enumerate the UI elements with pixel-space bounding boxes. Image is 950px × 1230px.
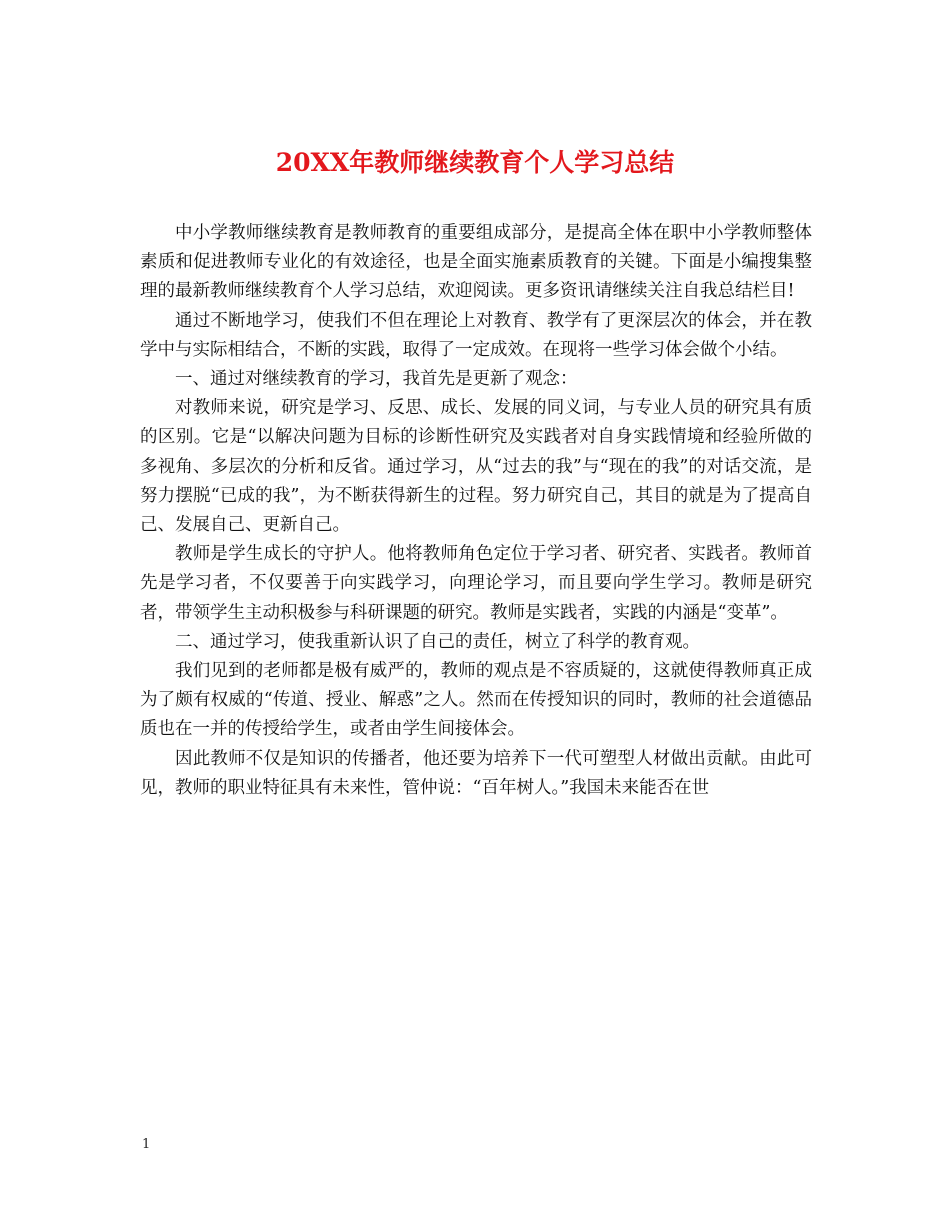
paragraph-future: 因此教师不仅是知识的传播者，他还要为培养下一代可塑型人材做出贡献。由此可见，教师的职业特征具有未来性，管仲说：“百年树人。”我国未来能否在世 — [140, 748, 812, 798]
document-body — [140, 219, 812, 803]
paragraph-research: 对教师来说，研究是学习、反思、成长、发展的同义词，与专业人员的研究具有质的区别。它是“以解决问题为目标的诊断性研究及实践者对自身实践情境和经验所做的多视角、多层次的分析和反省。通过学习，从“过去的我”与“现在的我”的对话交流，是努力摆脱“已成的我”，为不断获得新生的过程。努力研究自己，其目的就是为了提高自己、发展自己、更新自己。 — [140, 398, 812, 536]
paragraph-overview: 通过不断地学习，使我们不但在理论上对教育、教学有了更深层次的体会，并在教学中与实际相结合，不断的实践，取得了一定成效。在现将一些学习体会做个小结。 — [140, 310, 812, 360]
section-heading-one: 一、通过对继续教育的学习，我首先是更新了观念： — [175, 369, 578, 390]
paragraph-teacher-role: 教师是学生成长的守护人。他将教师角色定位于学习者、研究者、实践者。教师首先是学习者，不仅要善于向实践学习，向理论学习，而且要向学生学习。教师是研究者，带领学生主动积极参与科研课题的研究。教师是实践者，实践的内涵是“变革”。 — [140, 544, 812, 623]
paragraph-authority: 我们见到的老师都是极有威严的，教师的观点是不容质疑的，这就使得教师真正成为了颇有权威的“传道、授业、解惑”之人。然而在传授知识的同时，教师的社会道德品质也在一并的传授给学生，或者由学生间接体会。 — [140, 661, 812, 740]
page-number: 1 — [142, 1137, 151, 1152]
document-title: 20XX年教师继续教育个人学习总结 — [275, 148, 675, 177]
section-heading-two: 二、通过学习，使我重新认识了自己的责任，树立了科学的教育观。 — [175, 631, 700, 652]
paragraph-intro: 中小学教师继续教育是教师教育的重要组成部分，是提高全体在职中小学教师整体素质和促进教师专业化的有效途径，也是全面实施素质教育的关键。下面是小编搜集整理的最新教师继续教育个人学习总结，欢迎阅读。更多资讯请继续关注自我总结栏目! — [140, 223, 812, 302]
